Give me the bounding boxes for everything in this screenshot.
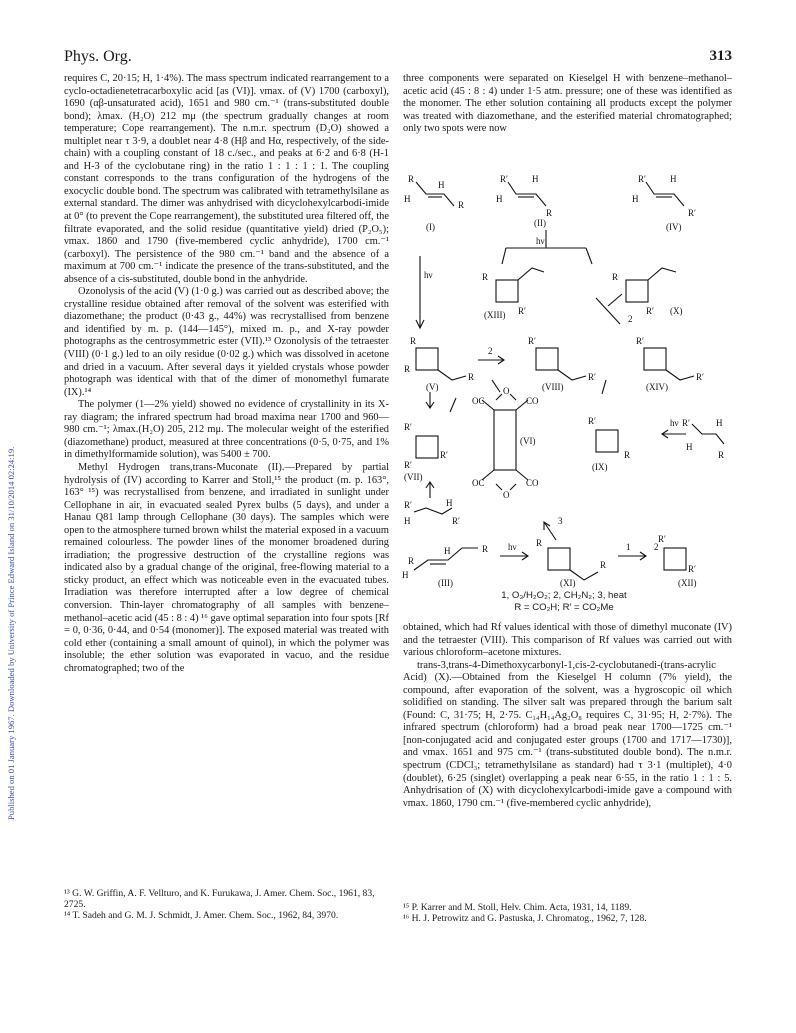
compound-label-iii: (III) <box>438 578 453 588</box>
atom-label: R <box>546 208 553 218</box>
scheme-caption <box>396 590 732 614</box>
reaction-scheme <box>396 168 732 588</box>
atom-label: H <box>496 194 503 204</box>
atom-label: O <box>503 386 510 396</box>
download-watermark: Published on 01 January 1967. Downloaded by University of Prince Edward Island on 31/10/2014 02:24:19. <box>6 446 16 820</box>
atom-label: R <box>624 450 631 460</box>
atom-label: R <box>408 556 415 566</box>
atom-label: R <box>410 336 417 346</box>
footnotes-right <box>403 902 732 924</box>
hv-label: hν <box>536 236 545 246</box>
atom-label: R′ <box>528 336 536 346</box>
atom-label: O <box>503 490 510 500</box>
compound-label-vii: (VII) <box>404 472 423 482</box>
paragraph: trans-3,trans-4-Dimethoxycarbonyl-1,cis-2-cyclobutanedi-(trans-acrylic Acid) (X).—Obtained from the Kieselgel H column (7% yield), the compound, after evaporation of the solvent, was a hygroscopic oil which solidified on standing. The silver salt was prepared through the barium salt (Found: C, 31·75; H, 2·75. C₁₄H₁₄Ag₂O₈ requires C, 31·95; H, 2·7%). The infrared spectrum (chloroform) had a broad peak near 1700—1725 cm.⁻¹ [non-conjugated acid and conjugated ester groups (1700 and 1717—1730)], and νmax. 1651 and 975 cm.⁻¹ (trans-substituted double bond). The n.m.r. spectrum (CDCl₃; tetramethylsilane as standard) had τ 3·1 (multiplet), 4·0 (doublet), 6·25 (singlet) overlapping a peak near 6·55, in the ratio 1 : 1 : 5. Anhydrisation of (X) with dicyclohexylcarbodi-imide gave a compound with νmax. 1860, 1790 cm.⁻¹ (five-membered cyclic anhydride), <box>403 659 732 809</box>
compound-label-v: (V) <box>426 382 439 392</box>
atom-label: R′ <box>688 564 696 574</box>
atom-label: H <box>686 442 693 452</box>
paragraph: three components were separated on Kieselgel H with benzene–methanol–acetic acid (45 : 8 : 4) under 1·5 atm. pressure; one of these was identified as the monomer. The ether solution containing all products except the polymer was treated with diazomethane, and the esterified material chromatographed; only two spots were now <box>403 73 732 135</box>
caption-reagents: 1, O₃/H₂O₂; 2, CH₂N₂; 3, heat <box>501 590 627 601</box>
atom-label: H <box>532 174 539 184</box>
page-number: 313 <box>709 48 732 64</box>
paragraph: The polymer (1—2% yield) showed no evidence of crystallinity in its X-ray diagram; the infrared spectrum had broad maxima near 1700 and 960—980 cm.⁻¹; λmax.(H₂O) 205, 212 mμ. The molecular weight of the esterified (diazomethane) product, measured at three concentrations (0·5, 0·75, and 1% in dimethylformamide solution), was 5400 ± 700. <box>64 399 389 461</box>
atom-label: OC <box>472 396 485 406</box>
atom-label: H <box>632 194 639 204</box>
hv-label: hν <box>508 542 517 552</box>
atom-label: H <box>438 180 445 190</box>
atom-label: H <box>716 418 723 428</box>
hv-label: hν <box>424 270 433 280</box>
footnote: ¹⁶ H. J. Petrowitz and G. Pastuska, J. Chromatog., 1962, 7, 128. <box>403 913 647 925</box>
atom-label: R′ <box>404 460 412 470</box>
atom-label: R′ <box>658 534 666 544</box>
arrow-step-label: 2 <box>654 542 659 552</box>
atom-label: H <box>444 546 451 556</box>
left-column <box>64 73 389 675</box>
paragraph: requires C, 20·15; H, 1·4%). The mass spectrum indicated rearrangement to a cyclo-octadienetetracarboxylic acid [as (VI)]. νmax. of (V) 1700 (carboxyl), 1690 (αβ-unsaturated acid), 1651 and 980 cm.⁻¹ (trans-substituted double bond); λmax. (H₂O) 212 mμ (the spectrum gradually changes at room temperature; Cope rearrangement). The n.m.r. spectrum (D₂O) showed a multiplet near τ 3·9, a doublet near 4·8 (Hβ and Hα, respectively, of the side-chain) with a coupling constant of 18 c./sec., and peaks at 6·2 and 6·8 (H-1 and H-3 of the cyclobutane ring) in the ratio 1 : 1 : 1 : 1. The coupling constant corresponds to the trans configuration of the hydrogens of the exocyclic double bond. The spectrum was calibrated with tetramethylsilane as external standard. The dimer was anhydrised with dicyclohexylcarbodi-imide at 0° (to prevent the Cope rearrangement), the substituted urea filtered off, the filtrate evaporated, and the solid residue (quantitative yield) dried (P₂O₅); νmax. 1860 and 1790 (five-membered cyclic anhydride), 1700 cm.⁻¹ (carboxyl). The persistence of the 980 cm.⁻¹ band and the absence of a maximum at 700 cm.⁻¹ indicate the presence of the trans-substituted, and the absence of a cis-substituted, double bond in the anhydride. <box>64 73 389 285</box>
atom-label: R′ <box>696 372 704 382</box>
atom-label: R <box>458 200 465 210</box>
atom-label: R′ <box>404 422 412 432</box>
paragraph: obtained, which had Rf values identical with those of dimethyl muconate (IV) and the tetraester (VIII). This comparison of Rf values was carried out with various chloroform–acetone mixtures. <box>403 622 732 659</box>
hv-label: hν <box>670 418 679 428</box>
footnotes-left <box>64 888 389 922</box>
atom-label: H <box>404 516 411 526</box>
right-column-top <box>403 73 732 136</box>
arrow-step-label: 2 <box>628 314 633 324</box>
atom-label: OC <box>472 478 485 488</box>
atom-label: CO <box>526 478 539 488</box>
caption-substituents: R = CO₂H; R′ = CO₂Me <box>514 602 614 613</box>
paragraph: Ozonolysis of the acid (V) (1·0 g.) was carried out as described above; the crystalline residue obtained after removal of the solvent was esterified with diazomethane; the product (0·43 g., 44%) was recrystallised from benzene and identified by m. p. (144—145°), mixed m. p., and X-ray powder photographs as the centrosymmetric ester (VII).¹³ Ozonolysis of the tetraester (VIII) (0·1 g.) led to an oily residue (0·02 g.) which was dissolved in acetone and dried in a vacuum. After several days it yielded crystals whose powder photograph was identical with that of the dimer of monomethyl fumarate (IX).¹⁴ <box>64 286 389 398</box>
compound-label-xii: (XII) <box>678 578 697 588</box>
atom-label: R′ <box>688 208 696 218</box>
atom-label: R <box>536 538 543 548</box>
atom-label: R <box>482 272 489 282</box>
arrow-step-label: 1 <box>626 542 631 552</box>
arrow-step-label: 2 <box>488 346 493 356</box>
atom-label: R <box>404 364 411 374</box>
compound-label-xiv: (XIV) <box>646 382 668 392</box>
atom-label: R <box>718 450 725 460</box>
atom-label: H <box>402 570 409 580</box>
compound-label-ii: (II) <box>534 218 546 228</box>
atom-label: CO <box>526 396 539 406</box>
atom-label: R′ <box>636 336 644 346</box>
compound-label-xi: (XI) <box>560 578 576 588</box>
atom-label: R <box>600 560 607 570</box>
atom-label: R′ <box>638 174 646 184</box>
compound-label-xiii: (XIII) <box>484 310 506 320</box>
atom-label: R′ <box>500 174 508 184</box>
atom-label: H <box>670 174 677 184</box>
arrow-step-label: 3 <box>558 516 563 526</box>
atom-label: R <box>468 372 475 382</box>
atom-label: R′ <box>518 306 526 316</box>
atom-label: R′ <box>682 418 690 428</box>
compound-label-vi: (VI) <box>520 436 536 446</box>
atom-label: R′ <box>404 500 412 510</box>
paragraph: Methyl Hydrogen trans,trans-Muconate (II).—Prepared by partial hydrolysis of (IV) according to Karrer and Stoll,¹⁵ the product (m. p. 163°, 163° ¹⁵) was recrystallised from benzene, and irradiated in sunlight under Cellophane in air, in evacuated sealed Pyrex bulbs (5 days), and under a Hanau Q81 lamp through Cellophane (30 days). The samples which were open to the atmosphere turned brown whilst the material exposed in a vacuum remained colourless. The powder lines of the monomer broadened during irradiation; the progressive destruction of the crystalline regions was indicated also by a gradual change of the original, free-flowing material to a sticky product, an effect which was noticeable even in the evacuated tubes. Irradiation was therefore interrupted after a low degree of chemical conversion. Thin-layer chromatography of all samples with benzene–methanol–acetic acid (45 : 8 : 4) ¹⁶ gave optimal separation into four spots [Rf = 0, 0·36, 0·44, and 0·54 (monomer)]. The exposed material was treated with cold ether (containing a small amount of quinol), in which the polymer was insoluble; the ether solution was evaporated in vacuo, and the residue chromatographed; two of the <box>64 461 389 674</box>
compound-label-viii: (VIII) <box>542 382 564 392</box>
compound-label-i: (I) <box>426 222 435 232</box>
atom-label: R <box>612 272 619 282</box>
atom-label: R′ <box>588 372 596 382</box>
atom-label: R <box>482 544 489 554</box>
journal-header: Phys. Org. <box>64 48 132 65</box>
atom-label: R′ <box>440 450 448 460</box>
atom-label: H <box>404 194 411 204</box>
footnote: ¹⁵ P. Karrer and M. Stoll, Helv. Chim. Acta, 1931, 14, 1189. <box>403 902 632 913</box>
atom-label: R <box>408 174 415 184</box>
compound-label-x: (X) <box>670 306 683 316</box>
footnote: ¹⁴ T. Sadeh and G. M. J. Schmidt, J. Amer. Chem. Soc., 1962, 84, 3970. <box>64 910 339 922</box>
compound-label-iv: (IV) <box>666 222 682 232</box>
atom-label: R′ <box>452 516 460 526</box>
atom-label: R′ <box>588 416 596 426</box>
footnote: ¹³ G. W. Griffin, A. F. Vellturo, and K. Furukawa, J. Amer. Chem. Soc., 1961, 83, 2725. <box>64 888 375 911</box>
atom-label: H <box>446 498 453 508</box>
right-column-bottom <box>403 622 732 810</box>
compound-label-ix: (IX) <box>592 462 608 472</box>
atom-label: R′ <box>646 306 654 316</box>
